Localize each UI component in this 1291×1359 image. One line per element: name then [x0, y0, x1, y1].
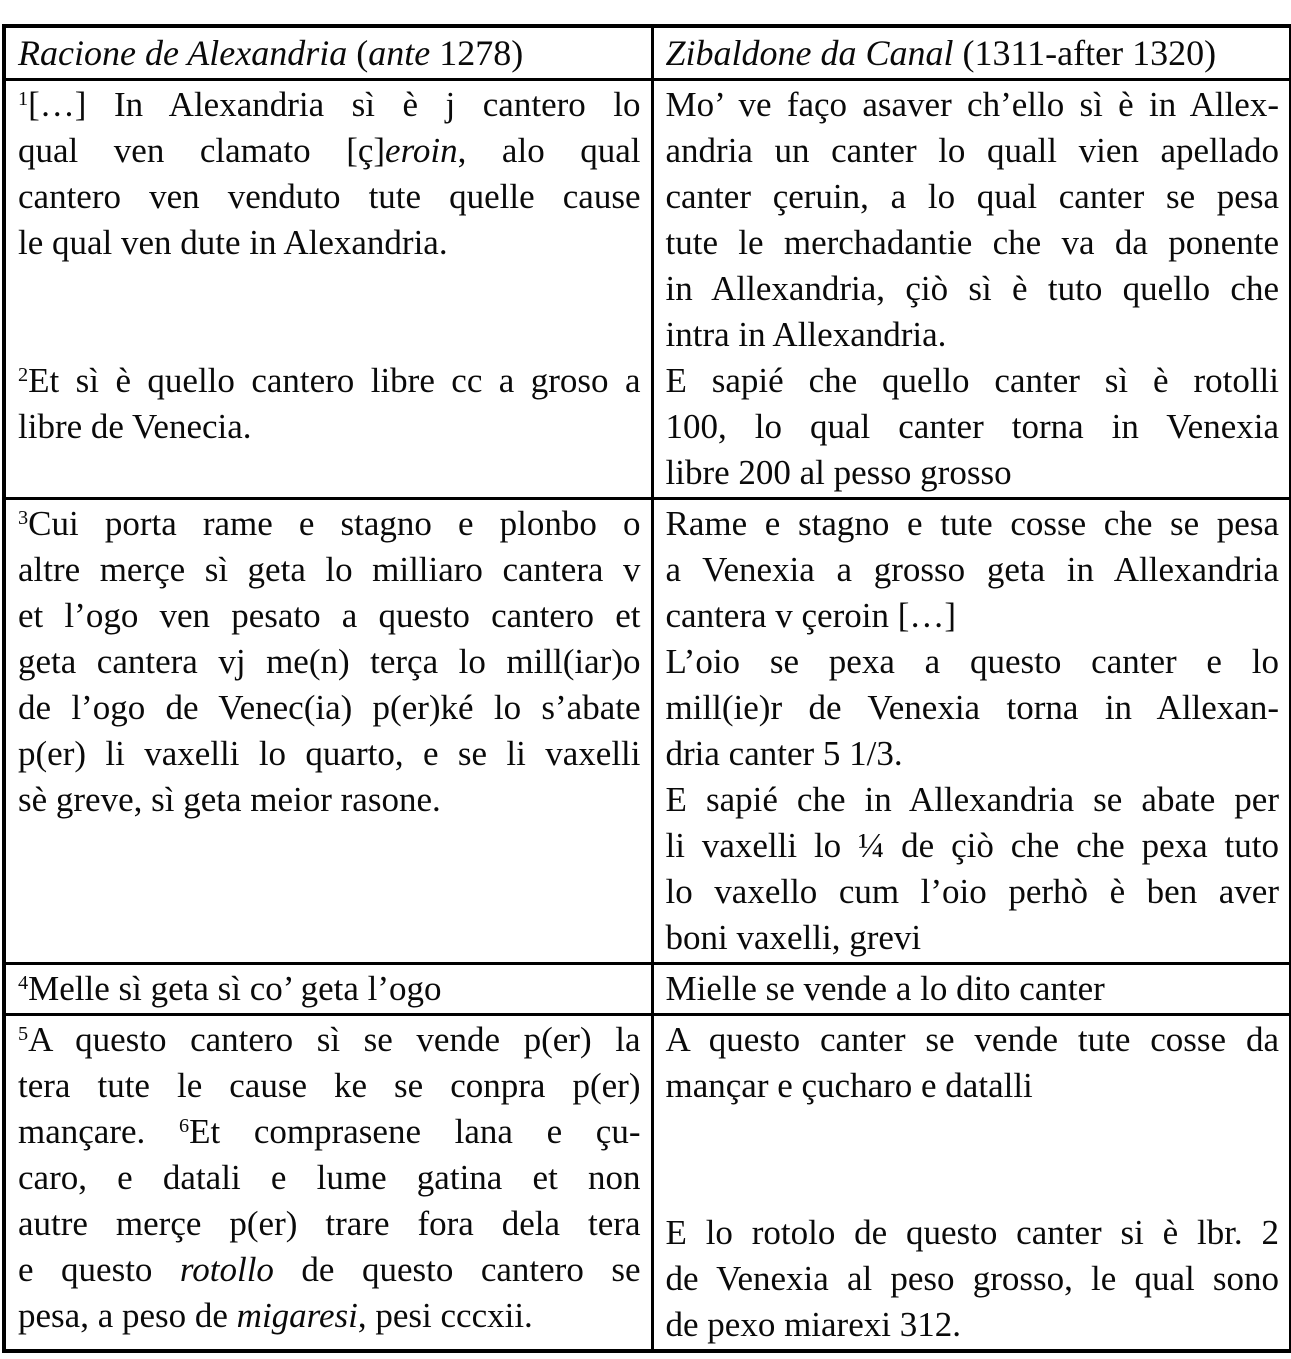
- cell-left-row4: [4, 1015, 652, 1352]
- text-line: libre 200 al pesso grosso: [665, 453, 1012, 492]
- text-line: libre de Venecia.: [18, 407, 252, 446]
- cell-left-row2: [4, 499, 652, 964]
- cell-left-row1: [4, 80, 652, 499]
- text-line: de Venexia al peso grosso, le qual sono: [665, 1259, 1279, 1298]
- text-line: et l’ogo ven pesato a questo cantero et: [18, 596, 641, 635]
- text-line: cantera v çeroin […]: [665, 596, 957, 635]
- text-line: de l’ogo de Venec(ia) p(er)ké lo s’abate: [18, 688, 641, 727]
- table-row: [4, 964, 1291, 1015]
- text-line: Mielle se vende a lo dito canter: [665, 969, 1105, 1008]
- paragraph: [18, 1017, 641, 1339]
- cell-right-row4: [652, 1015, 1291, 1352]
- text-line: mançare. $^6$Et comprasene lana e çu-: [18, 1112, 641, 1151]
- table-row: [4, 80, 1291, 499]
- text-line: autre merçe p(er) trare fora dela tera: [18, 1204, 641, 1243]
- text-line: 100, lo qual canter torna in Venexia: [665, 407, 1279, 446]
- text-line: tera tute le cause ke se conpra p(er): [18, 1066, 641, 1105]
- text-line: A questo canter se vende tute cosse da: [665, 1020, 1279, 1059]
- text-line: dria canter 5 1/3.: [665, 734, 903, 773]
- paragraph: [666, 501, 1280, 639]
- paragraph: [666, 82, 1280, 358]
- paragraph: [18, 966, 641, 1012]
- comparison-table: [2, 24, 1291, 1353]
- table-row: [4, 1015, 1291, 1352]
- text-line: canter çeruin, a lo qual canter se pesa: [665, 177, 1279, 216]
- text-line: lo vaxello cum l’oio perhò è ben aver: [665, 872, 1279, 911]
- text-line: Mo’ ve faço asaver ch’ello sì è in Allex-: [665, 85, 1279, 124]
- paragraph: [666, 966, 1280, 1012]
- text-line: E lo rotolo de questo canter si è lbr. 2: [665, 1213, 1279, 1252]
- paragraph: [666, 1210, 1280, 1348]
- paragraph: [18, 82, 641, 266]
- paragraph: [666, 777, 1280, 961]
- column-header-racione: Racione de Alexandria (ante 1278): [4, 26, 652, 80]
- text-line: $^5$A questo cantero sì se vende p(er) la: [18, 1020, 641, 1059]
- text-line: boni vaxelli, grevi: [665, 918, 922, 957]
- text-line: e questo rotollo de questo cantero se: [18, 1250, 641, 1289]
- text-line: li vaxelli lo ¼ de çiò che che pexa tuto: [665, 826, 1279, 865]
- text-line: altre merçe sì geta lo milliaro cantera v: [18, 550, 641, 589]
- cell-right-row2: [652, 499, 1291, 964]
- text-line: p(er) li vaxelli lo quarto, e se li vaxelli: [18, 734, 641, 773]
- column-header-zibaldone: Zibaldone da Canal (1311-after 1320): [652, 26, 1291, 80]
- paragraph: [18, 501, 641, 823]
- paragraph: [18, 358, 641, 450]
- text-line: geta cantera vj me(n) terça lo mill(iar)o: [18, 642, 641, 681]
- paragraph: [666, 1017, 1280, 1109]
- cell-right-row1: [652, 80, 1291, 499]
- text-line: caro, e datali e lume gatina et non: [18, 1158, 641, 1197]
- text-line: E sapié che quello canter sì è rotolli: [665, 361, 1279, 400]
- text-line: a Venexia a grosso geta in Allexandria: [665, 550, 1279, 589]
- table-row: [4, 499, 1291, 964]
- paragraph: [666, 358, 1280, 496]
- text-line: mill(ie)r de Venexia torna in Allexan-: [665, 688, 1279, 727]
- cell-left-row3: [4, 964, 652, 1015]
- text-line: intra in Allexandria.: [665, 315, 947, 354]
- text-line: andria un canter lo quall vien apellado: [665, 131, 1279, 170]
- text-line: L’oio se pexa a questo canter e lo: [665, 642, 1279, 681]
- paragraph: [666, 639, 1280, 777]
- text-line: pesa, a peso de migaresi, pesi cccxii.: [18, 1296, 533, 1335]
- text-line: de pexo miarexi 312.: [665, 1305, 961, 1344]
- text-line: E sapié che in Allexandria se abate per: [665, 780, 1279, 819]
- text-line: $^1$[…] In Alexandria sì è j cantero lo: [18, 85, 641, 124]
- table-header-row: [4, 26, 1291, 80]
- text-line: in Allexandria, çiò sì è tuto quello che: [665, 269, 1279, 308]
- text-line: $^4$Melle sì geta sì co’ geta l’ogo: [18, 969, 442, 1008]
- cell-right-row3: [652, 964, 1291, 1015]
- text-line: Rame e stagno e tute cosse che se pesa: [665, 504, 1279, 543]
- text-line: mançar e çucharo e datalli: [665, 1066, 1033, 1105]
- text-line: $^3$Cui porta rame e stagno e plonbo o: [18, 504, 641, 543]
- text-line: qual ven clamato [ç]eroin, alo qual: [18, 131, 641, 170]
- text-line: sè greve, sì geta meior rasone.: [18, 780, 441, 819]
- text-line: le qual ven dute in Alexandria.: [18, 223, 448, 262]
- text-line: $^2$Et sì è quello cantero libre cc a groso a: [18, 361, 641, 400]
- text-line: cantero ven venduto tute quelle cause: [18, 177, 641, 216]
- text-line: tute le merchadantie che va da ponente: [665, 223, 1279, 262]
